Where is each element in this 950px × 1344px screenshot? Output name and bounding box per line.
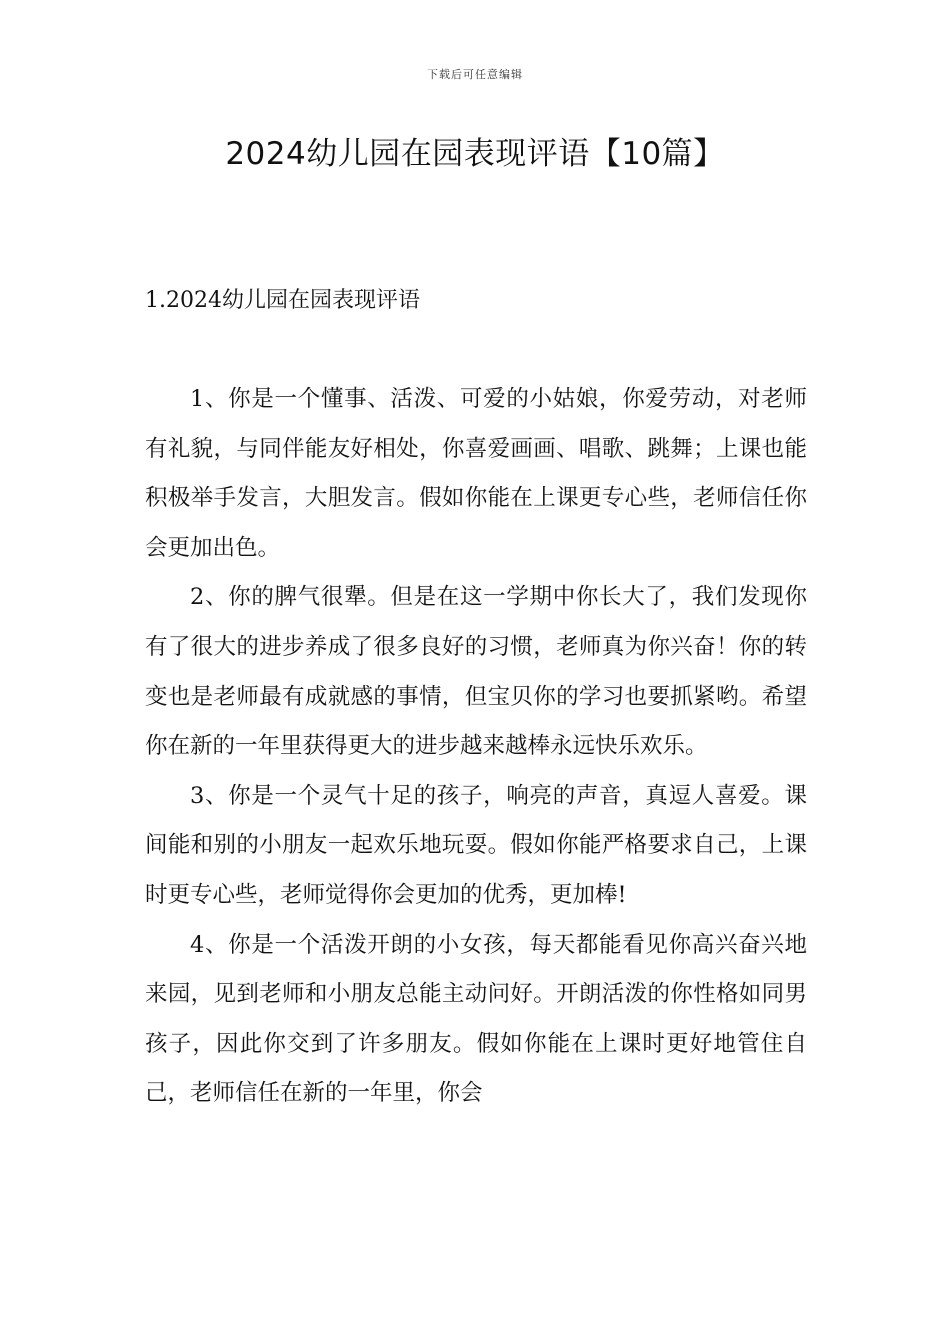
paragraph-4: 4、你是一个活泼开朗的小女孩，每天都能看见你高兴奋兴地来园，见到老师和小朋友总能主动问好。开朗活泼的你性格如同男孩子，因此你交到了许多朋友。假如你能在上课时更好地管住自己，老师信任在新的一年里，你会 bbox=[145, 931, 807, 1107]
section-heading: 1.2024幼儿园在园表现评语 bbox=[145, 288, 420, 313]
paragraph-2: 2、你的脾气很犟。但是在这一学期中你长大了，我们发现你有了很大的进步养成了很多良好的习惯，老师真为你兴奋！你的转变也是老师最有成就感的事情，但宝贝你的学习也要抓紧哟。希望你在新的一年里获得更大的进步越来越棒永远快乐欢乐。 bbox=[145, 584, 807, 760]
page-header-note: 下载后可任意编辑 bbox=[427, 68, 523, 81]
document-body bbox=[145, 375, 807, 1119]
paragraph-1: 1、你是一个懂事、活泼、可爱的小姑娘，你爱劳动，对老师有礼貌，与同伴能友好相处，你喜爱画画、唱歌、跳舞；上课也能积极举手发言，大胆发言。假如你能在上课更专心些，老师信任你会更加出色。 bbox=[145, 386, 807, 561]
document-title: 2024幼儿园在园表现评语【10篇】 bbox=[225, 136, 725, 172]
paragraph-3: 3、你是一个灵气十足的孩子，响亮的声音，真逗人喜爱。课间能和别的小朋友一起欢乐地玩耍。假如你能严格要求自己，上课时更专心些，老师觉得你会更加的优秀，更加棒! bbox=[145, 782, 807, 908]
